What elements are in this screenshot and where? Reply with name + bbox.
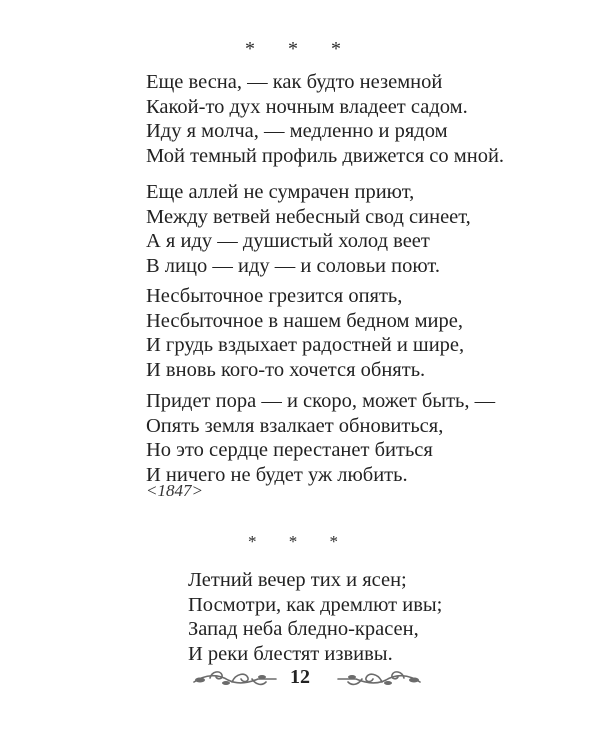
poem-1-separator: * * * [245,38,355,60]
poem-2-stanza-1 [188,568,600,666]
poem-1-stanza-2 [146,180,586,278]
verse-line: Иду я молча, — медленно и рядом [146,120,448,142]
verse-line: И вновь кого-то хочется обнять. [146,358,426,381]
verse-line: В лицо — иду — и соловьи поют. [146,254,440,277]
verse-line: Придет пора — и скоро, может быть, — [146,390,496,412]
poem-1-stanza-3 [146,284,586,382]
floral-flourish-icon [336,668,422,690]
verse-line: Несбыточное грезится опять, [146,285,403,307]
verse-line: Но это сердце перестанет биться [146,439,433,461]
verse-line: Посмотри, как дремлют ивы; [188,593,443,616]
verse-line: А я иду — душистый холод веет [146,230,430,252]
page-number: 12 [290,666,310,688]
verse-line: Какой-то дух ночным владеет садом. [146,95,468,118]
verse-line: Запад неба бледно-красен, [188,618,419,640]
verse-line: Мой темный профиль движется со мной. [146,144,505,167]
verse-line: И ничего не будет уж любить. [146,463,408,486]
page-footer [0,664,600,694]
verse-line: Еще весна, — как будто неземной [146,71,443,93]
verse-line: Между ветвей небесный свод синеет, [146,205,471,228]
poem-1-stanza-4 [146,389,586,487]
poem-2-separator: * * * [248,532,352,551]
poem-1-date: <1847> [146,481,203,500]
verse-line: Несбыточное в нашем бедном мире, [146,309,463,332]
verse-line: Летний вечер тих и ясен; [188,569,407,591]
verse-line: И грудь вздыхает радостней и шире, [146,334,465,356]
verse-line: И реки блестят извивы. [188,642,393,665]
poem-1-stanza-1 [146,70,586,168]
verse-line: Еще аллей не сумрачен приют, [146,181,415,203]
verse-line: Опять земля взалкает обновиться, [146,414,444,437]
